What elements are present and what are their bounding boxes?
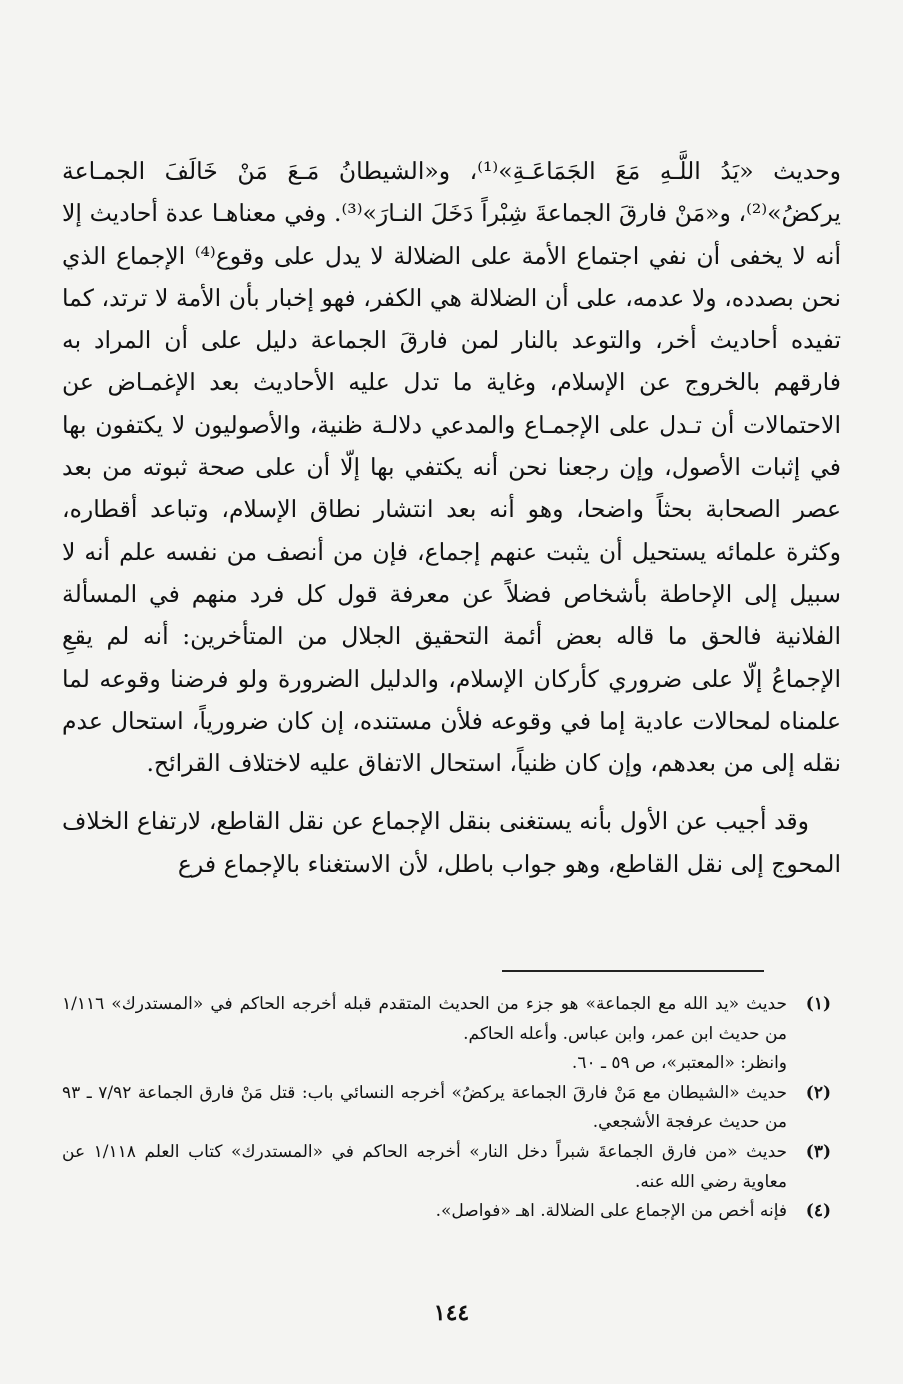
footnote-3 xyxy=(62,1138,831,1197)
footnote-text: فإنه أخص من الإجماع على الضلالة. اهـ «فواصل». xyxy=(435,1201,787,1222)
footnote-text: حديث «الشيطان مع مَنْ فارقَ الجماعة يركضُ» أخرجه النسائي باب: قتل مَنْ فارق الجماعة ٧/٩٢ ـ ٩٣ من حديث عرفجة الأشجعي. xyxy=(62,1082,787,1133)
footnote-number: (٣) xyxy=(805,1141,831,1162)
page-number: ١٤٤ xyxy=(433,1300,470,1326)
footnote-divider xyxy=(502,970,764,972)
footnotes xyxy=(62,990,831,1227)
footnote-extra: وانظر: «المعتبر»، ص ٥٩ ـ ٦٠. xyxy=(571,1053,787,1074)
main-text xyxy=(62,150,841,885)
footnote-4 xyxy=(62,1197,831,1227)
footnote-number: (٤) xyxy=(805,1201,831,1222)
paragraph-1: وحديث «يَدُ اللَّـهِ مَعَ الجَمَاعَـةِ»⁽¹⁾، و«الشيطانُ مَـعَ مَنْ خَالَفَ الجمـاعة يركضُ»⁽²⁾، و«مَنْ فارقَ الجماعةَ شِبْراً دَخَلَ النـارَ»⁽³⁾. وفي معناهـا عدة أحاديث إلا أنه لا يخفى أن نفي اجتماع الأمة على الضلالة لا يدل على وقوع⁽⁴⁾ الإجماع الذي نحن بصدده، ولا عدمه، على أن الضلالة هي الكفر، فهو إخبار بأن الأمة لا ترتد، كما تفيده أحاديث أخر، والتوعد بالنار لمن فارقَ الجماعة دليل على أن المراد به فارقهم بالخروج عن الإسلام، وغاية ما تدل عليه الأحاديث بعد الإغمـاض عن الاحتمالات أن تـدل على الإجمـاع والمدعي دلالـة ظنية، والأصوليون لا يكتفون بها في إثبات الأصول، وإن رجعنا نحن أنه يكتفي بها إلّا أن على صحة ثبوته من بعد عصر الصحابة بحثاً واضحا، وهو أنه بعد انتشار نطاق الإسلام، وتباعد أقطاره، وكثرة علمائه يستحيل أن يثبت عنهم إجماع، فإن من أنصف من نفسه علم أنه لا سبيل إلى الإحاطة بأشخاص فضلاً عن معرفة قول كل فرد منهم في المسألة الفلانية فالحق ما قاله بعض أئمة التحقيق الجلال من المتأخرين: أنه لم يقعِ الإجماعُ إلّا على ضروري كأركان الإسلام، والدليل الضرورة ولو فرضنا وقوعه لما علمناه لمحالات عادية إما في وقوعه فلأن مستنده، إن كان ضرورياً، استحال عدم نقله إلى من بعدهم، وإن كان ظنياً، استحال الاتفاق عليه لاختلاف القرائح. xyxy=(62,157,841,778)
footnote-text: حديث «من فارق الجماعةَ شبراً دخل النار» أخرجه الحاكم في «المستدرك» كتاب العلم ١/١١٨ عن معاوية رضي الله عنه. xyxy=(62,1141,787,1192)
paragraph-2: وقد أجيب عن الأول بأنه يستغنى بنقل الإجماع عن نقل القاطع، لارتفاع الخلاف المحوج إلى نقل القاطع، وهو جواب باطل، لأن الاستغناء بالإجماع فرع xyxy=(62,807,841,878)
footnote-number: (١) xyxy=(805,994,831,1014)
footnote-text: حديث «يد الله مع الجماعة» هو جزء من الحديث المتقدم قبله أخرجه الحاكم في «المستدرك» ١/١١٦ من حديث ابن عمر، وابن عباس. وأعله الحاكم. xyxy=(62,994,787,1044)
footnote-1 xyxy=(62,990,831,1079)
footnote-number: (٢) xyxy=(805,1082,831,1103)
footnote-2 xyxy=(62,1079,831,1138)
